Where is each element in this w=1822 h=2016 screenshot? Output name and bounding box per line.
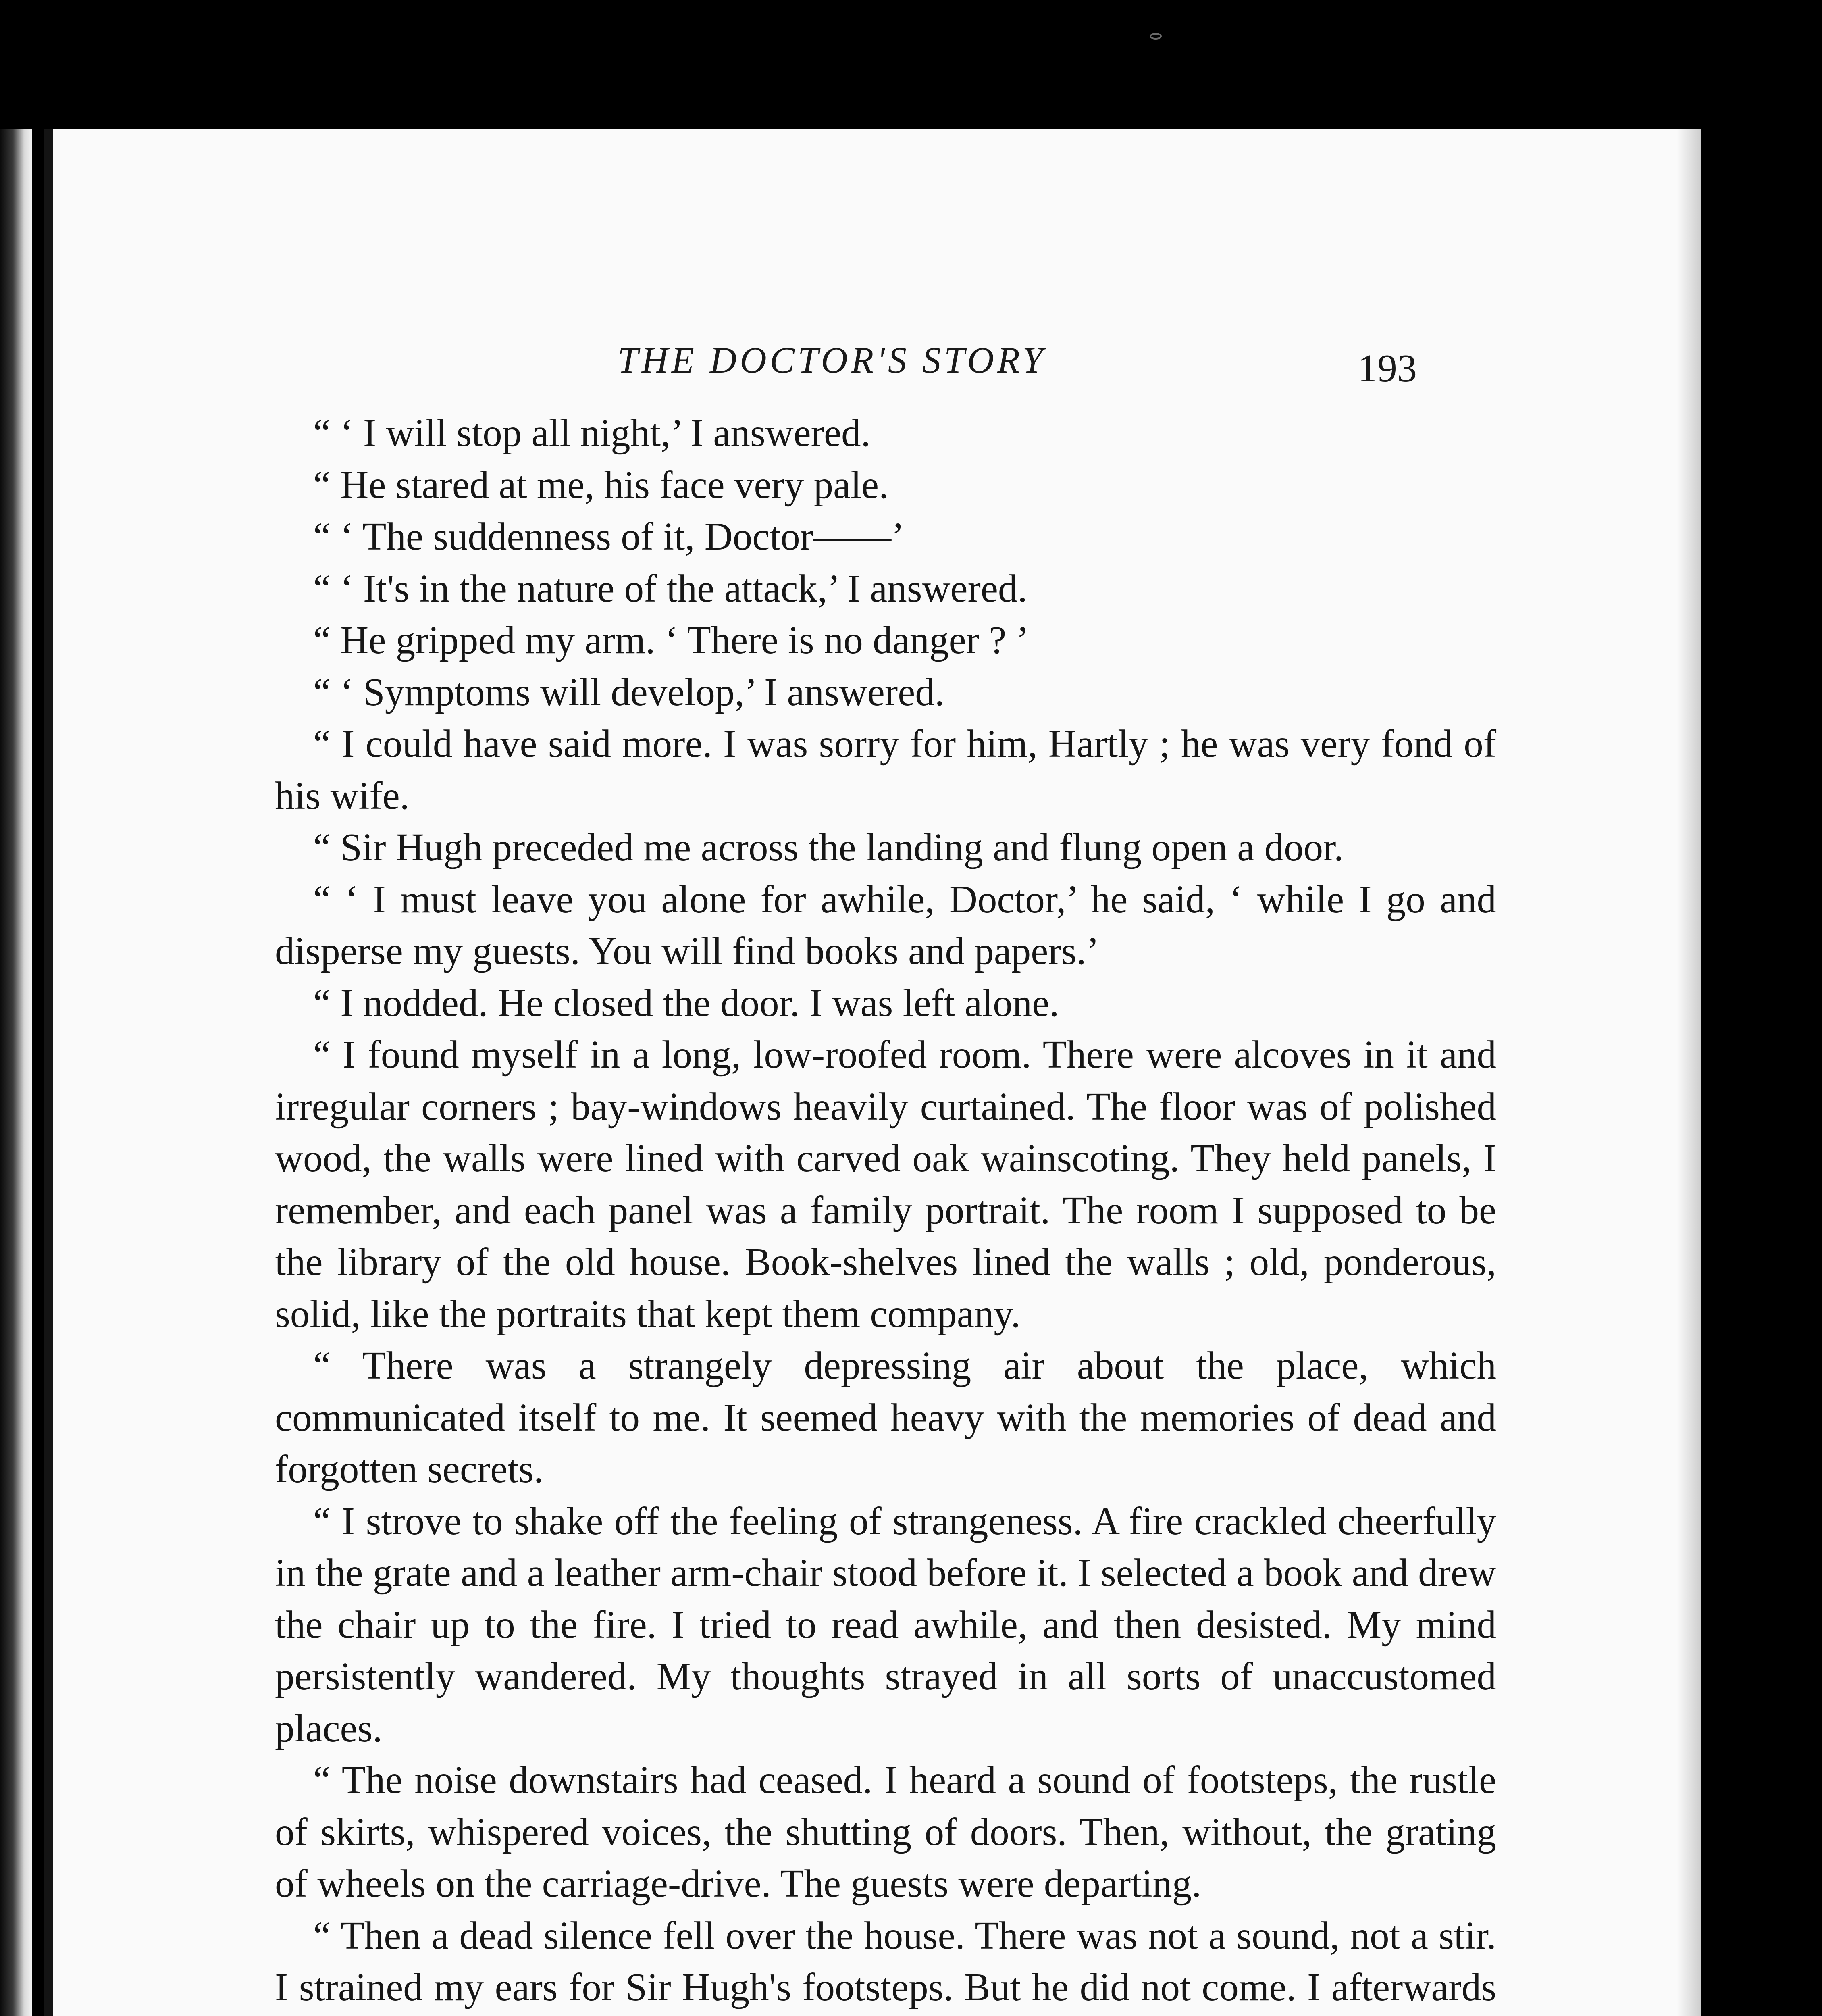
- paragraph: “ He gripped my arm. ‘ There is no danger ? ’: [313, 619, 1029, 662]
- paragraph: “ Then a dead silence fell over the house. There was not a sound, not a stir. I strained my ears for Sir Hugh's footsteps. But he did not come. I afterwards: [275, 1914, 1496, 2009]
- page-body-text: [275, 407, 1496, 2016]
- paragraph: “ I nodded. He closed the door. I was left alone.: [313, 981, 1059, 1025]
- running-head: THE DOCTOR'S STORY: [618, 339, 1046, 381]
- paragraph: “ I could have said more. I was sorry for him, Hartly ; he was very fond of his wife.: [275, 722, 1496, 817]
- paragraph: “ There was a strangely depressing air about the place, which communicated itself to me. It seemed heavy with the memories of dead and forgotten secrets.: [275, 1344, 1496, 1491]
- paragraph: “ Sir Hugh preceded me across the landing and flung open a door.: [313, 826, 1344, 869]
- paragraph: “ He stared at me, his face very pale.: [313, 463, 889, 506]
- scan-artifact-mark: [1150, 33, 1162, 40]
- paragraph: “ ‘ The suddenness of it, Doctor——’: [313, 515, 905, 558]
- page-edge-shadow: [1677, 129, 1701, 2016]
- paragraph: “ I found myself in a long, low-roofed room. There were alcoves in it and irregular corners ; bay-windows heavily curtained. The floor was of polished wood, the walls were lined with carved oak wainscoting. They held panels, I remember, and each panel was a family portrait. The room I supposed to be the library of the old house. Book-shelves lined the walls ; old, ponderous, solid, like the portraits that kept them company.: [275, 1033, 1496, 1335]
- book-spine-edge: [0, 129, 32, 2016]
- paragraph: “ The noise downstairs had ceased. I heard a sound of footsteps, the rustle of skirts, whispered voices, the shutting of doors. Then, without, the grating of wheels on the carriage-drive. The guests were departing.: [275, 1758, 1496, 1905]
- paragraph: “ ‘ I will stop all night,’ I answered.: [313, 411, 871, 454]
- paragraph: “ ‘ I must leave you alone for awhile, Doctor,’ he said, ‘ while I go and disperse my guests. You will find books and papers.’: [275, 877, 1496, 973]
- paragraph: “ I strove to shake off the feeling of strangeness. A fire crackled cheerfully in the grate and a leather arm-chair stood before it. I selected a book and drew the chair up to the fire. I tried to read awhile, and then desisted. My mind persistently wandered. My thoughts strayed in all sorts of unaccustomed places.: [275, 1499, 1496, 1750]
- page-header: [53, 339, 1701, 395]
- page-number: 193: [1358, 347, 1417, 390]
- paragraph: “ ‘ Symptoms will develop,’ I answered.: [313, 670, 945, 714]
- paragraph: “ ‘ It's in the nature of the attack,’ I answered.: [313, 566, 1027, 610]
- book-page: [44, 129, 1701, 2016]
